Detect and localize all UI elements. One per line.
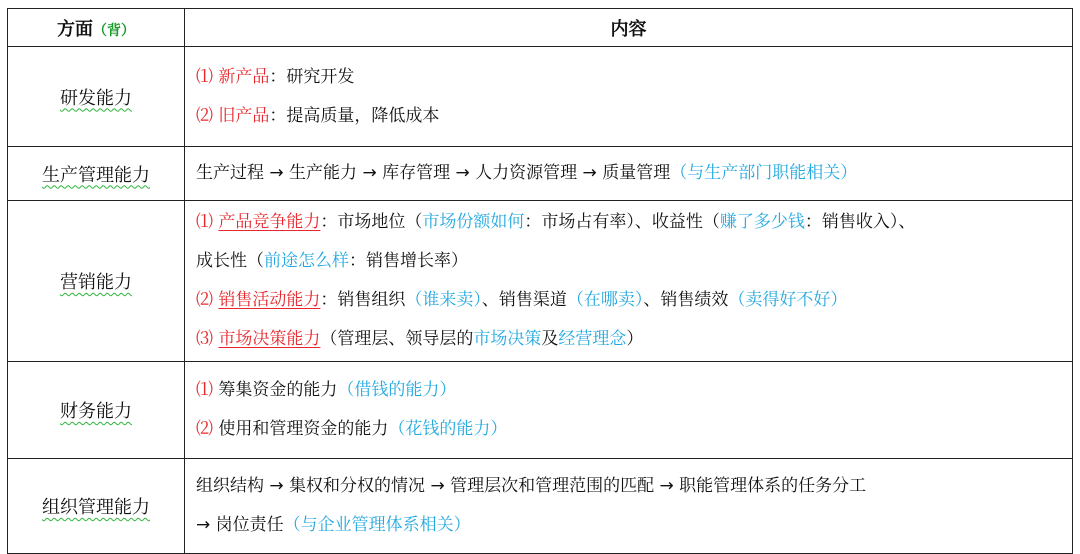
item-text: 及 (541, 329, 559, 349)
flow-text: → 岗位责任 (196, 515, 284, 535)
aspect-organization: 组织管理能力 (42, 497, 150, 518)
content-line (196, 410, 1072, 449)
item-number: ⑵ (196, 419, 213, 439)
aspect-marketing: 营销能力 (60, 272, 132, 293)
item-note: 市场决策 (473, 329, 542, 349)
content-line (196, 242, 1072, 281)
content-line (196, 58, 1072, 97)
header-aspect-label: 方面 (57, 18, 93, 40)
content-line (196, 203, 1072, 242)
capability-table (7, 8, 1073, 554)
item-keyword: 新产品 (218, 66, 270, 87)
aspect-cell (8, 47, 185, 147)
item-text: 成长性（ (196, 251, 264, 271)
item-number: ⑴ (196, 66, 213, 87)
item-text: 使用和管理资金的能力 (218, 419, 389, 439)
header-content: 内容 (185, 9, 1073, 47)
flow-text: 组织结构 → 集权和分权的情况 → 管理层次和管理范围的匹配 → 职能管理体系的任务分工 (196, 476, 867, 496)
content-line (196, 320, 1072, 359)
item-number: ⑴ (196, 380, 213, 400)
content-line (196, 506, 1072, 545)
content-line (196, 467, 1072, 506)
content-line (196, 281, 1072, 320)
item-note: 经营理念 (558, 329, 627, 349)
table-row (8, 47, 1073, 147)
item-keyword: 旧产品 (218, 105, 270, 126)
item-number: ⑶ (196, 329, 213, 349)
aspect-cell (8, 362, 185, 459)
item-text: 筹集资金的能力 (218, 380, 338, 400)
item-number: ⑴ (196, 212, 213, 232)
table-row (8, 362, 1073, 459)
flow-note: （与生产部门职能相关） (670, 163, 858, 183)
aspect-production: 生产管理能力 (42, 164, 150, 186)
item-keyword: 市场决策能力 (218, 329, 321, 349)
item-note: 前途怎么样 (264, 251, 349, 271)
item-text: 、销售绩效 (643, 290, 729, 310)
content-cell (185, 201, 1073, 362)
item-text: ：销售组织 (320, 290, 406, 310)
flow-text: 生产过程 → 生产能力 → 库存管理 → 人力资源管理 → 质量管理 (196, 163, 671, 183)
header-row (8, 9, 1073, 47)
item-text: ：市场地位（ (320, 212, 423, 232)
flow-note: （与企业管理体系相关） (283, 515, 471, 535)
aspect-finance: 财务能力 (60, 401, 132, 422)
item-note: 赚了多少钱 (719, 212, 805, 232)
item-note: （花钱的能力） (388, 419, 508, 439)
item-number: ⑵ (196, 290, 213, 310)
item-text: ：销售收入）、 (804, 212, 916, 232)
aspect-cell (8, 201, 185, 362)
capability-table-container (7, 8, 1073, 554)
aspect-cell (8, 459, 185, 554)
item-note: （借钱的能力） (337, 380, 457, 400)
item-text: ：提高质量，降低成本 (269, 105, 440, 126)
item-text: ：销售增长率） (349, 251, 468, 271)
content-line (196, 154, 1072, 193)
content-line (196, 97, 1072, 136)
item-note: （在哪卖） (566, 290, 644, 310)
content-cell (185, 362, 1073, 459)
item-text: （管理层、领导层的 (320, 329, 474, 349)
item-keyword: 产品竞争能力 (218, 212, 321, 232)
header-aspect-note: （背） (93, 22, 135, 39)
content-line (196, 371, 1072, 410)
item-text: 、销售渠道 (481, 290, 567, 310)
content-cell (185, 147, 1073, 201)
item-text: ） (626, 329, 644, 349)
aspect-cell (8, 147, 185, 201)
item-text: ：研究开发 (269, 66, 355, 87)
item-number: ⑵ (196, 105, 213, 126)
aspect-rd: 研发能力 (60, 87, 132, 109)
item-note: 市场份额如何 (422, 212, 525, 232)
item-note: （谁来卖） (405, 290, 482, 310)
header-aspect (8, 9, 185, 47)
table-row (8, 147, 1073, 201)
table-row (8, 459, 1073, 554)
item-note: （卖得好不好） (728, 290, 848, 310)
item-keyword: 销售活动能力 (218, 290, 321, 310)
table-row (8, 201, 1073, 362)
content-cell (185, 459, 1073, 554)
content-cell (185, 47, 1073, 147)
item-text: ：市场占有率）、收益性（ (524, 212, 720, 232)
